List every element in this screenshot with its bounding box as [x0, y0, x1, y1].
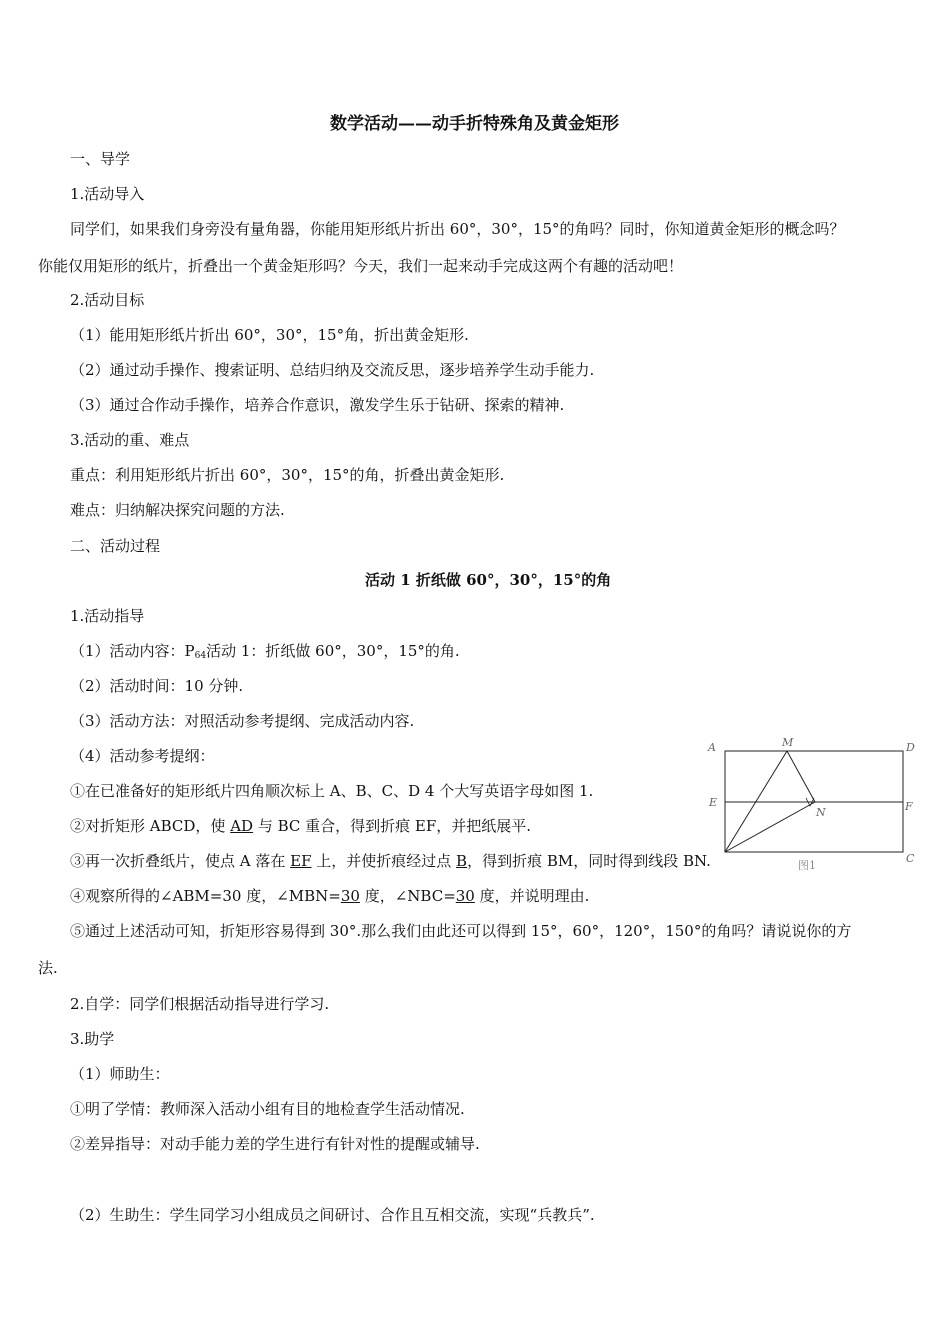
guidance-item-1: （1）活动内容：$P_{64}$活动 1：折纸做 60°，30°，15°的角. [70, 642, 460, 661]
label-n: N [816, 806, 826, 819]
help-item-1b: ②差异指导：对动手能力差的学生进行有针对性的提醒或辅导. [70, 1135, 480, 1153]
step-3: ③再一次折叠纸片，使点 A 落在 EF 上，并使折痕经过点 B，得到折痕 BM，同时得到线段 BN. [70, 852, 711, 870]
goal-item-2: （2）通过动手操作、搜索证明、总结归纳及交流反思，逐步培养学生动手能力. [70, 361, 595, 379]
section-heading-process: 二、活动过程 [70, 537, 161, 555]
guidance-item-4: （4）活动参考提纲： [70, 747, 215, 765]
figure-1 [700, 732, 930, 882]
key-point: 重点：利用矩形纸片折出 60°，30°，15°的角，折叠出黄金矩形. [70, 466, 505, 484]
page-title: 数学活动——动手折特殊角及黄金矩形 [330, 114, 619, 134]
section-heading-guide: 一、导学 [70, 150, 131, 168]
guidance-item-3: （3）活动方法：对照活动参考提纲、完成活动内容. [70, 712, 415, 730]
subheading-goals: 2.活动目标 [70, 291, 145, 309]
step-5-line2: 法. [38, 959, 58, 977]
help-item-2: （2）生助生：学生同学习小组成员之间研讨、合作且互相交流，实现“兵教兵”. [70, 1206, 595, 1224]
intro-paragraph-line1: 同学们，如果我们身旁没有量角器，你能用矩形纸片折出 60°，30°，15°的角吗？同时，你知道黄金矩形的概念吗？ [70, 220, 845, 238]
label-e: E [709, 796, 718, 809]
step-4: ④观察所得的∠ABM=30 度，∠MBN=30 度，∠NBC=30 度，并说明理由. [70, 887, 590, 905]
difficult-point: 难点：归纳解决探究问题的方法. [70, 501, 285, 519]
goal-item-1: （1）能用矩形纸片折出 60°，30°，15°角，折出黄金矩形. [70, 326, 469, 344]
subheading-guidance: 1.活动指导 [70, 607, 145, 625]
step-5-line1: ⑤通过上述活动可知，折矩形容易得到 30°.那么我们由此还可以得到 15°，60°，120°，150°的角吗？请说说你的方 [70, 922, 852, 940]
subheading-intro: 1.活动导入 [70, 185, 145, 203]
step-1: ①在已准备好的矩形纸片四角顺次标上 A、B、C、D 4 个大写英语字母如图 1. [70, 782, 594, 800]
step-2: ②对折矩形 ABCD，使 AD 与 BC 重合，得到折痕 EF，并把纸展平. [70, 817, 532, 835]
segment-bn [725, 802, 815, 852]
subheading-key-points: 3.活动的重、难点 [70, 431, 190, 449]
subheading-help: 3.助学 [70, 1030, 115, 1048]
label-c: C [906, 852, 915, 865]
figure-caption: 图1 [798, 859, 816, 872]
self-study: 2.自学：同学们根据活动指导进行学习. [70, 995, 330, 1013]
activity1-title: 活动 1 折纸做 60°，30°，15°的角 [365, 571, 612, 589]
intro-paragraph-line2: 你能仅用矩形的纸片，折叠出一个黄金矩形吗？今天，我们一起来动手完成这两个有趣的活动吧！ [38, 257, 684, 275]
label-m: M [782, 736, 794, 749]
goal-item-3: （3）通过合作动手操作，培养合作意识，激发学生乐于钻研、探索的精神. [70, 396, 565, 414]
help-item-1: （1）师助生： [70, 1065, 170, 1083]
label-a: A [708, 741, 716, 754]
label-f: F [905, 800, 913, 813]
segment-mn [787, 751, 815, 802]
help-item-1a: ①明了学情：教师深入活动小组有目的地检查学生活动情况. [70, 1100, 465, 1118]
guidance-item-2: （2）活动时间：10 分钟. [70, 677, 244, 695]
label-d: D [906, 741, 915, 754]
